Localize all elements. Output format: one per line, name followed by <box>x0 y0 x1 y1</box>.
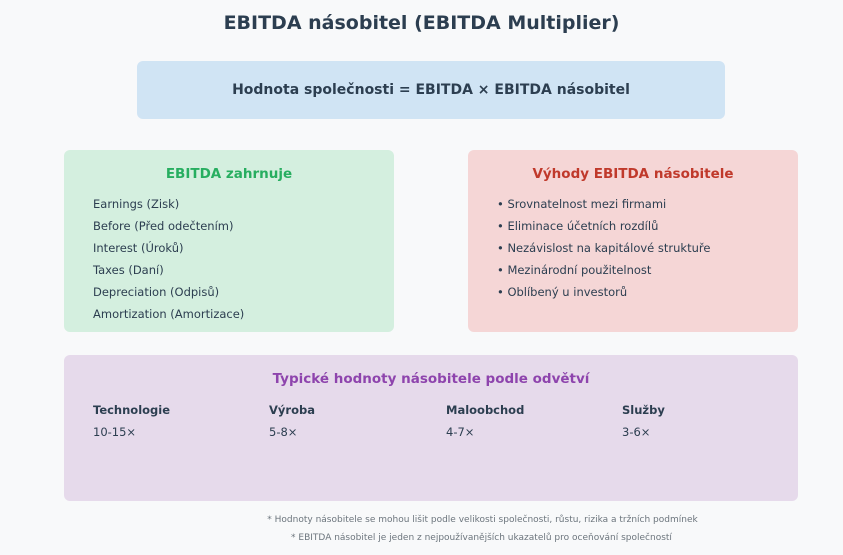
sector-multiples-card <box>64 355 798 501</box>
list-item: • Mezinárodní použitelnost <box>497 263 652 277</box>
footnote: * EBITDA násobitel je jeden z nejpoužívanějších ukazatelů pro oceňování společností <box>291 533 672 543</box>
list-item: Earnings (Zisk) <box>93 197 180 211</box>
page-title: EBITDA násobitel (EBITDA Multiplier) <box>223 12 620 34</box>
list-item: • Oblíbený u investorů <box>497 285 628 299</box>
list-item: Interest (Úroků) <box>93 241 184 255</box>
sector-name: Služby <box>622 403 665 417</box>
ebitda-components-card <box>64 150 394 332</box>
sector-value: 3-6× <box>622 425 651 439</box>
advantages-card <box>468 150 798 332</box>
list-item: • Nezávislost na kapitálové struktuře <box>497 241 711 255</box>
list-item: Depreciation (Odpisů) <box>93 285 220 299</box>
sector-name: Technologie <box>93 403 171 417</box>
list-item: Before (Před odečtením) <box>93 219 234 233</box>
advantages-list <box>497 196 710 306</box>
sector-name: Výroba <box>269 403 315 417</box>
list-item: Taxes (Daní) <box>93 263 164 277</box>
footnote: * Hodnoty násobitele se mohou lišit podle velikosti společnosti, růstu, rizika a tržních podmínek <box>267 515 698 525</box>
formula-box <box>137 61 725 119</box>
sector-manufacturing <box>269 403 429 439</box>
sector-technology <box>93 403 253 439</box>
ebitda-components-list <box>93 196 244 328</box>
list-item: • Eliminace účetních rozdílů <box>497 219 659 233</box>
sector-value: 4-7× <box>446 425 475 439</box>
list-item: • Srovnatelnost mezi firmami <box>497 197 667 211</box>
list-item: Amortization (Amortizace) <box>93 307 245 321</box>
sector-retail <box>446 403 606 439</box>
sector-value: 5-8× <box>269 425 298 439</box>
sector-name: Maloobchod <box>446 403 525 417</box>
advantages-title: Výhody EBITDA násobitele <box>532 166 734 182</box>
sector-services <box>622 403 782 439</box>
formula-text: Hodnota společnosti = EBITDA × EBITDA násobitel <box>232 82 630 98</box>
sector-value: 10-15× <box>93 425 137 439</box>
sector-multiples-title: Typické hodnoty násobitele podle odvětví <box>272 371 590 387</box>
ebitda-components-title: EBITDA zahrnuje <box>165 166 293 182</box>
